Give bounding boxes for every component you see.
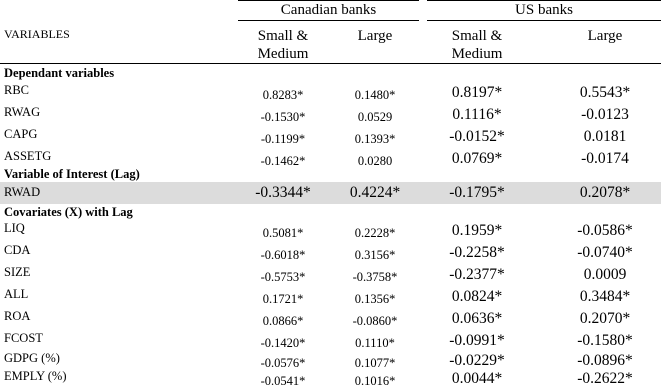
cell-us-small-medium: -0.2377* (449, 266, 505, 283)
table-row (0, 126, 661, 148)
cell-can-large: 0.0280 (357, 154, 393, 168)
subhead-us-small-medium: Small & Medium (451, 28, 503, 62)
cell-us-small-medium: -0.0991* (449, 332, 505, 349)
cell-us-small-medium: -0.1795* (449, 184, 505, 201)
row-label: RWAD (4, 185, 41, 199)
table-row (0, 264, 661, 286)
section-title: Dependant variables (4, 66, 115, 80)
row-label: SIZE (4, 265, 31, 279)
cell-us-large: 0.0009 (583, 266, 627, 283)
row-label: RBC (4, 83, 30, 97)
cell-can-large: 0.1356* (354, 292, 396, 306)
cell-can-large: 0.1393* (354, 132, 396, 146)
cell-us-small-medium: -0.0152* (449, 128, 505, 145)
cell-us-small-medium: 0.0044* (451, 370, 503, 387)
row-label: RWAG (4, 105, 41, 119)
cell-can-small-medium: -0.0576* (260, 356, 306, 370)
cell-us-large: -0.0123 (581, 106, 629, 123)
cell-can-large: 0.2228* (354, 226, 396, 240)
section-covariates (0, 205, 661, 221)
cell-us-large: 0.5543* (579, 84, 631, 101)
cell-us-large: 0.2070* (579, 310, 631, 327)
table-row (0, 308, 661, 330)
group-header-us: US banks (515, 2, 573, 18)
cell-can-large: 0.4224* (349, 184, 401, 201)
cell-us-small-medium: 0.1116* (452, 106, 502, 123)
cell-can-small-medium: 0.1721* (262, 292, 304, 306)
variables-column-header: VARIABLES (4, 27, 70, 41)
header-bottom-rule (0, 63, 661, 64)
cell-us-large: 0.0181 (583, 128, 627, 145)
group-rule-us (427, 20, 661, 21)
cell-can-small-medium: -0.5753* (260, 270, 306, 284)
cell-can-small-medium: 0.0866* (262, 314, 304, 328)
cell-can-small-medium: -0.3344* (255, 184, 311, 201)
cell-us-small-medium: 0.8197* (451, 84, 503, 101)
cell-can-small-medium: -0.1462* (260, 154, 306, 168)
group-rule-canadian (238, 20, 419, 21)
row-label: LIQ (4, 221, 25, 235)
cell-can-large: -0.3758* (352, 270, 398, 284)
row-label: CAPG (4, 127, 38, 141)
cell-can-large: 0.1077* (354, 356, 396, 370)
table-row (0, 220, 661, 242)
cell-can-small-medium: -0.0541* (260, 374, 306, 388)
cell-us-small-medium: 0.0769* (451, 150, 503, 167)
section-interest (0, 167, 661, 183)
table-row-highlighted (0, 182, 661, 204)
cell-us-small-medium: 0.1959* (451, 222, 503, 239)
table-row (0, 330, 661, 352)
cell-us-small-medium: 0.0824* (451, 288, 503, 305)
cell-can-large: 0.1480* (354, 88, 396, 102)
table-row (0, 104, 661, 126)
cell-can-small-medium: 0.5081* (262, 226, 304, 240)
cell-can-small-medium: 0.8283* (262, 88, 304, 102)
cell-us-small-medium: 0.0636* (451, 310, 503, 327)
cell-us-large: 0.3484* (579, 288, 631, 305)
row-label: ROA (4, 309, 31, 323)
cell-us-large: -0.1580* (577, 332, 633, 349)
row-label: ALL (4, 287, 29, 301)
row-label: FCOST (4, 331, 43, 345)
group-header-canadian: Canadian banks (280, 2, 377, 18)
subhead-can-small-medium: Small & Medium (257, 28, 309, 62)
cell-us-small-medium: -0.0229* (449, 352, 505, 369)
row-label: EMPLY (%) (4, 369, 67, 383)
cell-us-large: -0.2622* (577, 370, 633, 387)
section-title: Covariates (X) with Lag (4, 205, 133, 219)
subhead-can-large: Large (357, 28, 393, 44)
row-label: ASSETG (4, 149, 52, 163)
row-label: CDA (4, 243, 31, 257)
table-row (0, 82, 661, 104)
cell-us-large: -0.0740* (577, 244, 633, 261)
section-title: Variable of Interest (Lag) (4, 167, 140, 181)
cell-us-large: -0.0586* (577, 222, 633, 239)
row-label: GDPG (%) (4, 351, 60, 365)
cell-can-large: -0.0860* (352, 314, 398, 328)
cell-can-large: 0.1016* (354, 374, 396, 388)
cell-us-small-medium: -0.2258* (449, 244, 505, 261)
table-row (0, 368, 661, 388)
cell-us-large: -0.0896* (577, 352, 633, 369)
cell-can-small-medium: -0.6018* (260, 248, 306, 262)
table-row (0, 286, 661, 308)
cell-can-large: 0.0529 (357, 110, 393, 124)
cell-can-large: 0.3156* (354, 248, 396, 262)
cell-can-large: 0.1110* (355, 336, 395, 350)
cell-can-small-medium: -0.1530* (260, 110, 306, 124)
cell-us-large: -0.0174 (581, 150, 629, 167)
section-dependant (0, 66, 661, 82)
cell-can-small-medium: -0.1199* (260, 132, 306, 146)
table-row (0, 350, 661, 370)
cell-us-large: 0.2078* (579, 184, 631, 201)
subhead-us-large: Large (587, 28, 623, 44)
cell-can-small-medium: -0.1420* (260, 336, 306, 350)
table-row (0, 242, 661, 264)
